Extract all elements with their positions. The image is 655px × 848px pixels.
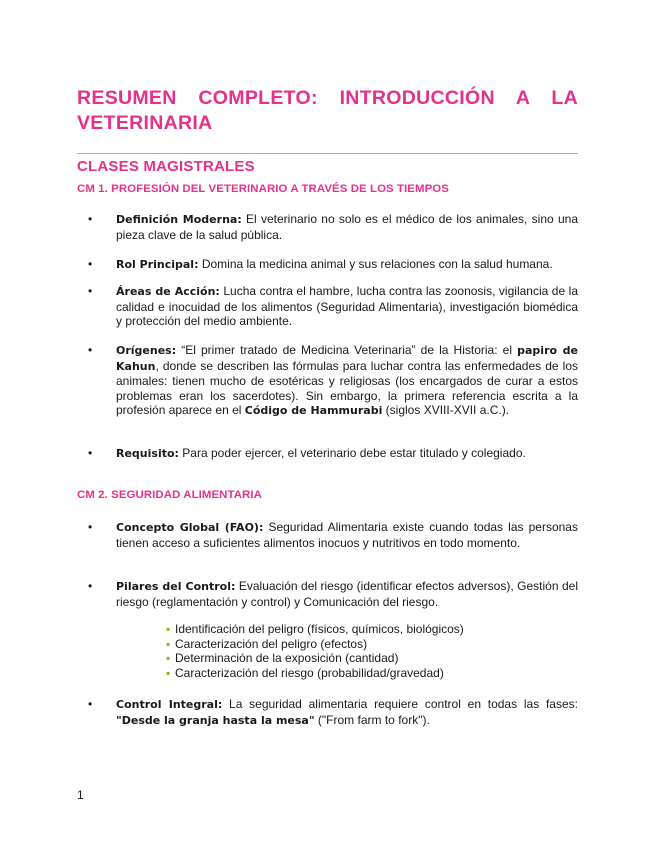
- section-heading: CLASES MAGISTRALES: [77, 158, 255, 175]
- list-item: [88, 520, 578, 550]
- item-text: Seguridad Alimentaria existe cuando todas las personas tienen acceso a suficientes alimentos inocuos y nutritivos en todo momento.: [116, 520, 578, 550]
- item-label: Definición Moderna:: [116, 213, 242, 226]
- list-item: [88, 697, 578, 728]
- item-label: Pilares del Control:: [116, 580, 236, 593]
- bullet-icon: •: [88, 697, 93, 711]
- cm1-list: [0, 446, 578, 462]
- item-text: Evaluación del riesgo (identificar efectos adversos), Gestión del riesgo (reglamentación y control) y Comunicación del riesgo.: [116, 579, 578, 609]
- bullet-square-icon: ▪: [166, 636, 171, 651]
- cm2-heading: [77, 489, 262, 501]
- item-label: Concepto Global (FAO):: [116, 521, 264, 534]
- bullet-square-icon: ▪: [166, 665, 171, 680]
- bullet-icon: •: [88, 212, 93, 226]
- bullet-icon: •: [88, 520, 93, 534]
- cm2-sublist: [166, 622, 464, 680]
- document-title: RESUMEN COMPLETO: INTRODUCCIÓN A LA VETERINARIA: [77, 87, 578, 134]
- item-text: ("From farm to fork").: [314, 712, 430, 727]
- cm1-list: [0, 284, 578, 329]
- item-text: “El primer tratado de Medicina Veterinaria” de la Historia: el: [176, 343, 518, 357]
- item-text: La seguridad alimentaria requiere control en todas las fases:: [222, 697, 578, 711]
- item-label: Control Integral:: [116, 698, 223, 711]
- item-text: Para poder ejercer, el veterinario debe estar titulado y colegiado.: [178, 446, 526, 460]
- cm1-list: [0, 343, 578, 419]
- bullet-square-icon: ▪: [166, 651, 171, 666]
- cm1-title: PROFESIÓN DEL VETERINARIO A TRAVÉS DE LOS TIEMPOS: [111, 183, 449, 195]
- bullet-icon: •: [88, 343, 93, 357]
- item-label: Áreas de Acción:: [116, 285, 220, 298]
- item-text: (siglos XVIII-XVII a.C.).: [382, 403, 510, 418]
- bullet-icon: •: [88, 446, 93, 460]
- cm2-list: [0, 579, 578, 609]
- list-item: [88, 579, 578, 609]
- sub-list-item: ▪ Determinación de la exposición (cantidad): [166, 651, 399, 666]
- bullet-icon: •: [88, 257, 93, 271]
- sub-list-item: ▪ Caracterización del peligro (efectos): [166, 636, 368, 651]
- title-divider: [77, 153, 578, 154]
- bullet-icon: •: [88, 579, 93, 593]
- page-number: 1: [77, 788, 84, 802]
- cm2-list: [0, 520, 578, 550]
- bullet-icon: •: [88, 284, 93, 298]
- item-label: Rol Principal:: [116, 258, 199, 271]
- cm1-number: CM 1.: [77, 183, 108, 195]
- list-item: [88, 212, 579, 242]
- item-text: El veterinario no solo es el médico de los animales, sino una pieza clave de la salud pública.: [116, 212, 579, 242]
- cm2-number: CM 2.: [77, 489, 108, 501]
- item-bold: Código de Hammurabi: [244, 404, 383, 418]
- cm1-list: [0, 257, 578, 273]
- item-bold: papiro de Kahun: [116, 344, 578, 373]
- item-label: Requisito:: [116, 447, 179, 460]
- cm2-title: SEGURIDAD ALIMENTARIA: [111, 489, 262, 501]
- bullet-square-icon: ▪: [166, 622, 171, 636]
- item-text: , donde se describen las fórmulas para luchar contra las enfermedades de los animales: tienen mucho de esotéricas y religiosas (los encargados de curar a estos problemas eran los sacerdotes). Sin embargo, la primera referencia escrita a la profesión aparece en el: [116, 358, 578, 418]
- item-text: Lucha contra el hambre, lucha contra las zoonosis, vigilancia de la calidad e inocuidad de los alimentos (Seguridad Alimentaria), investigación biomédica y protección del medio ambiente.: [116, 284, 579, 329]
- item-label: Orígenes:: [116, 344, 177, 357]
- list-item: [88, 446, 578, 462]
- sub-list-item: ▪ Caracterización del riesgo (probabilidad/gravedad): [166, 665, 444, 680]
- sub-list-item: ▪ Identificación del peligro (físicos, químicos, biológicos): [166, 622, 464, 636]
- cm1-heading: [77, 183, 449, 195]
- item-bold: "Desde la granja hasta la mesa": [116, 713, 315, 727]
- list-item: [88, 257, 578, 273]
- cm2-list: [0, 697, 578, 728]
- cm1-list: [0, 212, 578, 242]
- list-item: [88, 343, 578, 419]
- item-text: Domina la medicina animal y sus relaciones con la salud humana.: [198, 257, 553, 271]
- list-item: [88, 284, 579, 329]
